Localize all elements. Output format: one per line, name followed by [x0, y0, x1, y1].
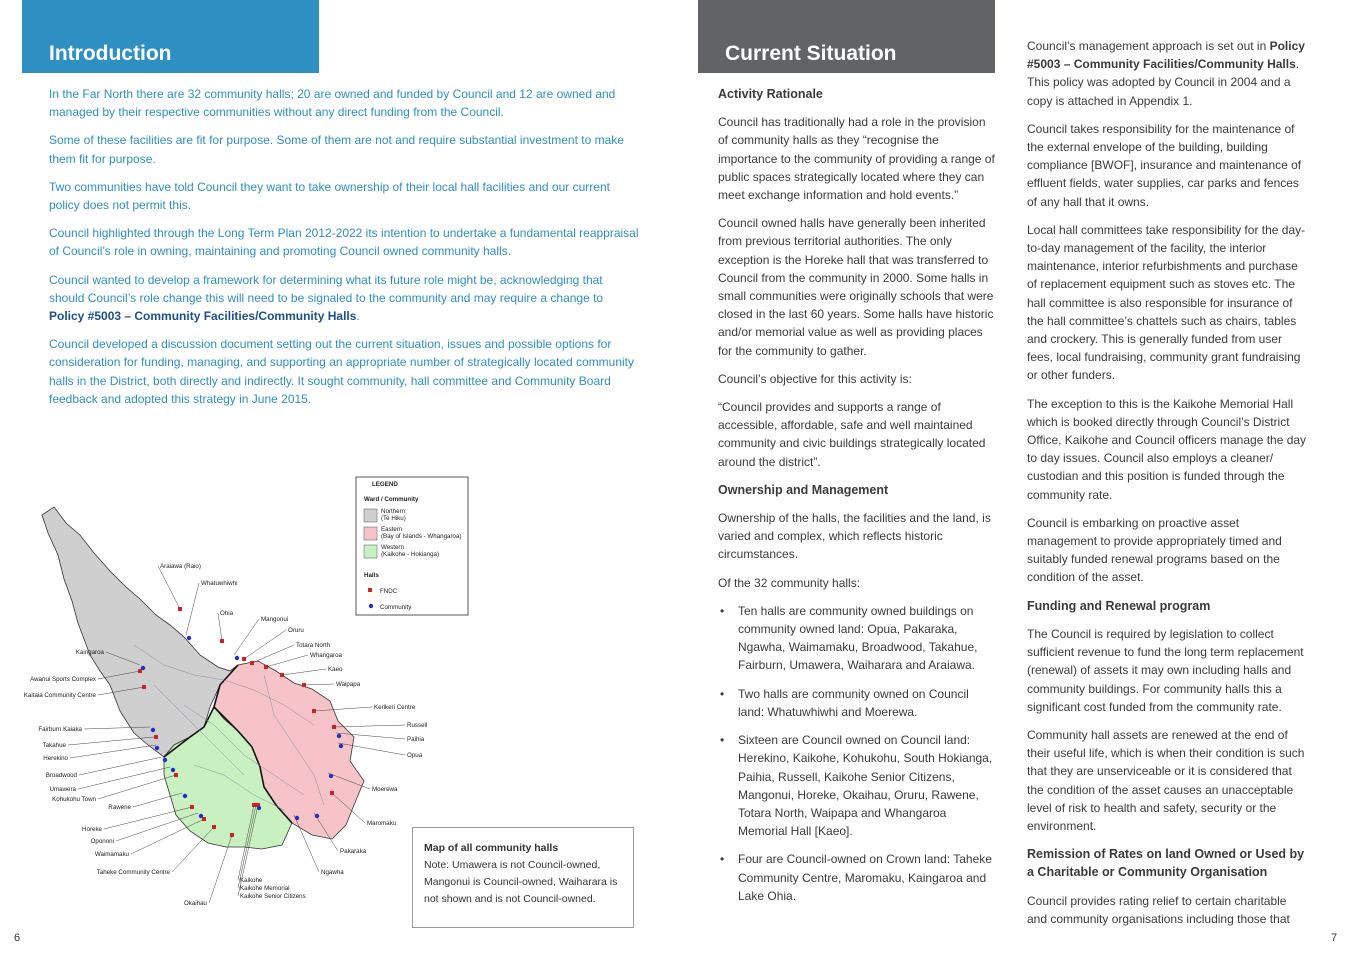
legend-western: Western	[381, 544, 404, 551]
community-hall-marker	[151, 728, 155, 732]
community-hall-marker	[235, 656, 239, 660]
funding-heading: Funding and Renewal program	[1027, 598, 1211, 613]
list-item: • Two halls are community owned on Council land: Whatuwhiwhi and Moerewa.	[718, 685, 998, 721]
community-hall-marker	[171, 768, 175, 772]
map-label: Horeke	[82, 826, 102, 833]
map-label: Kaikohe Memorial	[240, 885, 290, 892]
map-label: Kaingaroa	[75, 649, 104, 656]
leader-line	[282, 669, 326, 675]
map-label: Fairburn Kaiaka	[38, 726, 82, 733]
community-halls-map	[14, 475, 474, 915]
leader-line	[68, 737, 154, 745]
legend-northern-sub: (Te Hiku)	[381, 515, 406, 522]
legend-eastern-sub: (Bay of Islands - Whangaroa)	[381, 533, 462, 540]
map-label: Broadwood	[45, 772, 77, 779]
map-label: Pakaraka	[340, 848, 367, 855]
map-label: Umawera	[49, 786, 76, 793]
community-hall-marker	[187, 636, 191, 640]
legend-northern: Northern	[381, 508, 406, 515]
policy-reference: Policy #5003 – Community Facilities/Community Halls	[1027, 39, 1305, 72]
introduction-heading: Introduction	[22, 0, 319, 73]
col1-paragraph-1: Council has traditionally had a role in the provision of community halls as they “recognise the importance to the community of providing a range of public spaces strategically located where they can meet exchange information and hold events.”	[718, 115, 995, 203]
fndc-hall-marker	[154, 735, 158, 739]
col1-paragraph-2: Council owned halls have generally been inherited from previous territorial authorities. The only exception is the Horeke hall that was transferred to Council from the community in 2000. Some halls in small communities were originally schools that were closed in the last 60 years. Some halls have historic and/or memorial value as well as providing places for the community to gather.	[718, 216, 994, 358]
col1-paragraph-5: Ownership of the halls, the facilities and the land, is varied and complex, which reflects historic circumstances.	[718, 511, 991, 562]
leader-line	[116, 813, 198, 841]
map-label: Kaeo	[328, 666, 343, 673]
map-label: Maromaku	[367, 820, 397, 827]
intro-paragraph-2: Some of these facilities are fit for purpose. Some of them are not and require substantial investment to make them fit for purpose.	[49, 133, 624, 166]
legend-title: LEGEND	[372, 481, 398, 488]
map-label: Kaitaia Community Centre	[23, 692, 96, 699]
current-situation-column-1	[718, 85, 998, 915]
col2-paragraph-6: The Council is required by legislation to collect sufficient revenue to fund the long term replacement (renewal) of assets it may own including halls and community buildings. For community halls this a significant cost funded from the community rate.	[1027, 626, 1304, 714]
map-label: Mangonui	[261, 616, 289, 623]
intro-paragraph-4: Council highlighted through the Long Term Plan 2012-2022 its intention to undertake a fundamental reappraisal of Council’s role in owning, maintaining and promoting Council owned community halls.	[49, 226, 639, 259]
current-situation-column-2	[1027, 37, 1309, 938]
community-hall-marker	[163, 758, 167, 762]
legend-community: Community	[380, 604, 412, 611]
leader-line	[186, 583, 199, 635]
map-label: Rawene	[108, 804, 131, 811]
community-hall-marker	[199, 814, 203, 818]
caption-note: Note: Umawera is not Council-owned, Mangonui is Council-owned, Waiharara is not shown and is not Council-owned.	[424, 859, 618, 905]
community-hall-marker	[155, 746, 159, 750]
ownership-heading: Ownership and Management	[718, 482, 889, 497]
leader-line	[70, 745, 156, 758]
map-label: Waimamaku	[94, 851, 129, 858]
col1-paragraph-4: “Council provides and supports a range of accessible, affordable, safe and well maintained community and civic buildings strategically located around the district”.	[718, 400, 986, 469]
leader-line	[266, 655, 308, 667]
para5-text: Council wanted to develop a framework for determining what its future role might be, acknowledging that should Council’s role change this will need to be signaled to the community and may require a change to	[49, 272, 604, 305]
leader-line	[244, 630, 286, 659]
current-situation-heading: Current Situation	[698, 0, 995, 73]
community-hall-marker	[339, 744, 343, 748]
leader-line	[78, 767, 170, 789]
list-item: • Ten halls are community owned buildings on community owned land: Opua, Pakaraka, Ngawha, Waimamaku, Broadwood, Takahue, Fairburn, Umawera, Waiharara and Araiawa.	[718, 602, 998, 675]
page-number-right: 7	[1331, 932, 1338, 944]
activity-rationale-heading: Activity Rationale	[718, 87, 823, 101]
leader-line	[252, 645, 294, 663]
map-label: Opononi	[90, 838, 114, 845]
map-caption	[412, 827, 634, 928]
map-label: Russell	[407, 722, 428, 729]
col2-p1-end: . This policy was adopted by Council in 2004 and a copy is attached in Appendix 1.	[1027, 57, 1300, 108]
ownership-list	[718, 602, 998, 905]
map-label: Whatuwhiwhi	[201, 580, 238, 587]
col2-paragraph-8: Council provides rating relief to certain charitable and community organisations including those that	[1027, 893, 1290, 926]
map-label: Kaikohe	[240, 877, 263, 884]
map-label: Araiawa (Raio)	[160, 563, 201, 570]
legend-fndc: FNDC	[380, 588, 398, 595]
leader-line	[334, 725, 405, 727]
map-label: Opua	[407, 752, 423, 759]
introduction-text	[49, 85, 639, 418]
col2-p1-text: Council’s management approach is set out in	[1027, 39, 1270, 53]
col1-paragraph-6: Of the 32 community halls:	[718, 575, 861, 590]
leader-line	[234, 619, 259, 655]
leader-line	[79, 757, 162, 775]
col2-paragraph-7: Community hall assets are renewed at the end of their useful life, which is when their condition is such that they are unserviceable or it is considered that the condition of the asset causes an unacceptable level of risk to health and safety, security or the environment.	[1027, 727, 1305, 833]
list-item: • Four are Council-owned on Crown land: Taheke Community Centre, Maromaku, Kaingaroa and Lake Ohia.	[718, 850, 998, 905]
map-label: Kohukohu Town	[52, 796, 96, 803]
col1-paragraph-3: Council’s objective for this activity is:	[718, 371, 912, 386]
community-hall-marker	[329, 774, 333, 778]
col2-paragraph-5: Council is embarking on proactive asset management to provide appropriately timed and suitably funded renewal programs based on the condition of the asset.	[1027, 515, 1282, 585]
legend-eastern: Eastern	[381, 526, 403, 533]
map-label: Awanui Sports Complex	[30, 676, 96, 683]
community-hall-marker	[183, 794, 187, 798]
legend-halls-heading: Halls	[364, 572, 379, 579]
intro-paragraph-3: Two communities have told Council they want to take ownership of their local hall facilities and our current policy does not permit this.	[49, 179, 610, 213]
map-label: Whangaroa	[310, 652, 342, 659]
map-label: Waipapa	[336, 681, 361, 688]
map-label: Takahue	[42, 742, 66, 749]
map-label: Moerewa	[372, 786, 398, 793]
community-hall-marker	[337, 734, 341, 738]
col2-paragraph-3: Local hall committees take responsibility for the day-to-day management of the facility, the interior maintenance, interior refurbishments and purchase of replacement equipment such as stoves etc. The hall committee is also responsible for insurance of the hall committee’s chattels such as chairs, tables and crockery. This is generally funded from user fees, local fundraising, community grant fundraising or other funders.	[1027, 222, 1306, 383]
map-label: Kaikohe Senior Citizens	[240, 893, 306, 900]
leader-line	[131, 819, 204, 854]
legend-western-sub: (Kaikohe - Hokianga)	[381, 551, 440, 558]
list-item: • Sixteen are Council owned on Council land: Herekino, Kaikohe, Kohukohu, South Hokianga, Paihia, Russell, Kaikohe Senior Citizens, Mangonui, Horeke, Okaihau, Oruru, Rawene, Totara North, Waipapa and Whangaroa Memorial Hall [Kaeo].	[718, 731, 998, 840]
map-label: Kerikeri Centre	[374, 704, 416, 711]
leader-line	[218, 613, 222, 641]
map-label: Ohia	[220, 610, 234, 617]
leader-line	[158, 566, 180, 609]
policy-link: Policy #5003 – Community Facilities/Community Halls	[49, 309, 357, 324]
map-label: Totara North	[296, 642, 331, 649]
map-label: Ngawha	[321, 869, 344, 876]
map-label: Paihia	[407, 736, 425, 743]
intro-paragraph-5	[49, 271, 639, 326]
legend-ward-heading: Ward / Community	[364, 496, 419, 503]
col2-paragraph-2: Council takes responsibility for the maintenance of the external envelope of the building, building compliance [BWOF], insurance and maintenance of effluent fields, water supplies, car parks and fences of any hall that it owns.	[1027, 121, 1302, 209]
remission-heading: Remission of Rates on land Owned or Used by a Charitable or Community Organisation	[1027, 847, 1305, 880]
caption-title: Map of all community halls	[424, 842, 559, 854]
col2-paragraph-1	[1027, 37, 1309, 110]
leader-line	[304, 684, 334, 685]
leader-line	[172, 827, 214, 872]
map-label: Oruru	[288, 627, 304, 634]
community-hall-marker	[141, 666, 145, 670]
col2-paragraph-4: The exception to this is the Kaikohe Memorial Hall which is booked directly through Council’s District Office, Kaikohe and Council officers manage the day to day issues. Council also employs a cleaner/ custodian and this position is funded through the community rate.	[1027, 396, 1307, 502]
intro-paragraph-1: In the Far North there are 32 community halls; 20 are owned and funded by Council and 12 are owned and managed by their respective communities without any direct funding from the Council.	[49, 87, 616, 120]
page-number-left: 6	[14, 932, 21, 944]
map-legend	[356, 477, 468, 615]
map-label: Okaihau	[183, 900, 207, 907]
intro-paragraph-6: Council developed a discussion document setting out the current situation, issues and possible options for consideration for funding, managing, and supporting an appropriate number of strategically located community halls in the District, both directly and indirectly. It sought community, hall committee and Community Board feedback and adopted this strategy in June 2015.	[49, 337, 635, 406]
leader-line	[98, 775, 176, 799]
map-label: Herekino	[43, 755, 68, 762]
para5-end: .	[356, 309, 360, 324]
map-label: Taheke Community Centre	[96, 869, 170, 876]
